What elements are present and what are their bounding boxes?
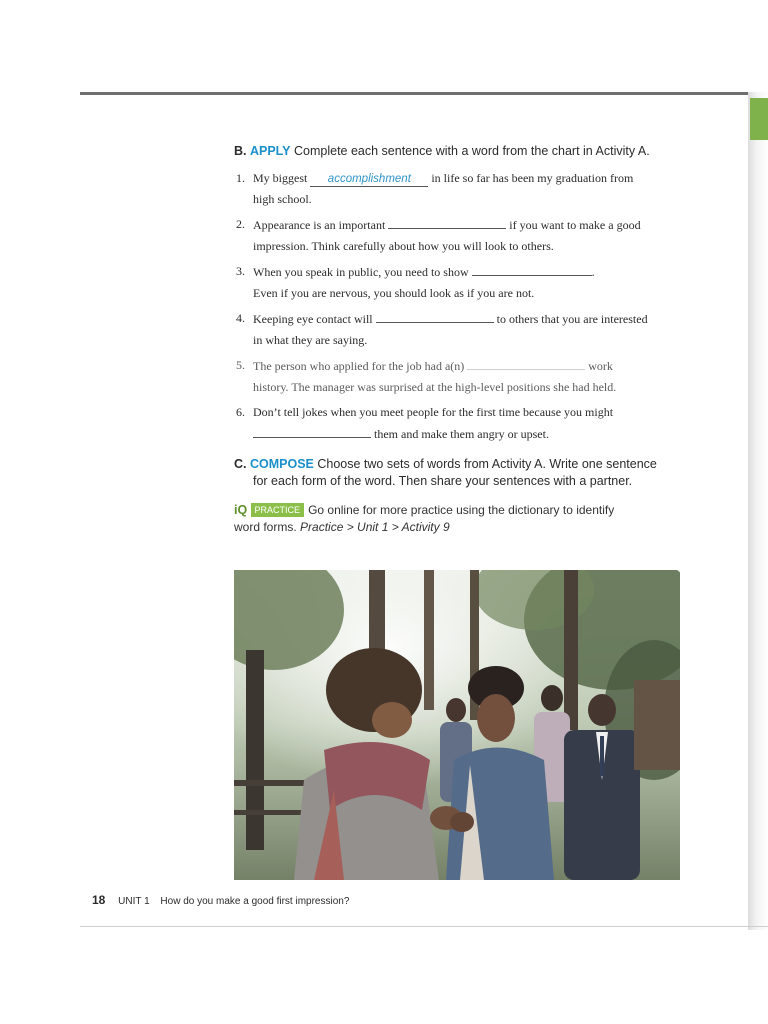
item-text: impression. Think carefully about how you will look to others. xyxy=(253,238,554,253)
unit-label: UNIT 1 xyxy=(118,896,150,907)
iq-practice-note xyxy=(234,502,686,536)
photo-illustration xyxy=(234,570,680,880)
answer-blank[interactable] xyxy=(472,261,592,276)
exercise-item-list xyxy=(234,168,686,449)
section-b-heading xyxy=(234,143,686,160)
answer-blank[interactable] xyxy=(467,355,585,370)
item-text: work xyxy=(585,359,613,373)
section-c-instruction: Choose two sets of words from Activity A. Write one sentence xyxy=(317,457,657,471)
answer-blank[interactable] xyxy=(253,423,371,438)
page-bottom-rule xyxy=(80,926,768,927)
exercise-item-6 xyxy=(234,402,686,444)
section-c-instruction-line2: for each form of the word. Then share your sentences with a partner. xyxy=(253,474,633,488)
answer-blank-filled[interactable]: accomplishment xyxy=(310,172,428,187)
item-number: 1. xyxy=(236,171,245,185)
page-spine-shadow xyxy=(748,92,768,930)
exercise-item-3 xyxy=(234,261,686,303)
photo-outdoor-greeting xyxy=(234,570,680,880)
exercise-item-2 xyxy=(234,214,686,256)
section-b-letter: B. xyxy=(234,144,247,158)
item-number: 3. xyxy=(236,264,245,278)
item-text: them and make them angry or upset. xyxy=(371,426,549,441)
answer-blank[interactable] xyxy=(388,214,506,229)
item-number: 5. xyxy=(236,358,245,372)
section-b-keyword: APPLY xyxy=(249,144,291,158)
item-text: When you speak in public, you need to show xyxy=(253,265,472,279)
item-text: My biggest xyxy=(253,171,311,185)
section-c-keyword: COMPOSE xyxy=(249,457,314,471)
practice-badge: PRACTICE xyxy=(251,503,305,517)
section-c-heading xyxy=(234,456,686,490)
item-text: The person who applied for the job had a(n) xyxy=(253,359,468,373)
page-footer xyxy=(92,893,349,907)
item-number: 6. xyxy=(236,405,245,419)
item-text: Even if you are nervous, you should look as if you are not. xyxy=(253,285,535,300)
item-text: to others that you are interested xyxy=(493,312,648,326)
iq-practice-path[interactable]: Practice > Unit 1 > Activity 9 xyxy=(300,520,450,534)
item-text: . xyxy=(591,265,595,279)
section-b-instruction: Complete each sentence with a word from the chart in Activity A. xyxy=(294,144,650,158)
exercise-item-1 xyxy=(234,168,686,209)
exercise-item-5 xyxy=(234,355,686,397)
item-number: 4. xyxy=(236,311,245,325)
item-text: in what they are saying. xyxy=(253,332,368,347)
page-number: 18 xyxy=(92,893,106,907)
answer-blank[interactable] xyxy=(376,308,494,323)
exercise-item-4 xyxy=(234,308,686,350)
unit-question: How do you make a good first impression? xyxy=(160,896,350,907)
item-text: if you want to make a good xyxy=(506,218,641,232)
item-text: in life so far has been my graduation from xyxy=(428,171,634,185)
section-c-letter: C. xyxy=(234,457,247,471)
item-text: history. The manager was surprised at the high-level positions she had held. xyxy=(253,379,617,394)
item-text: Don’t tell jokes when you meet people for the first time because you might xyxy=(253,405,614,419)
page-top-rule xyxy=(80,92,748,95)
item-text: Keeping eye contact will xyxy=(253,312,376,326)
iq-practice-text: Go online for more practice using the dictionary to identify xyxy=(308,503,615,517)
item-number: 2. xyxy=(236,217,245,231)
item-text: high school. xyxy=(253,191,312,206)
unit-tab-marker xyxy=(750,98,768,140)
item-text: Appearance is an important xyxy=(253,218,389,232)
iq-logo: iQ xyxy=(234,503,248,517)
iq-practice-text-line2: word forms. xyxy=(234,520,297,534)
